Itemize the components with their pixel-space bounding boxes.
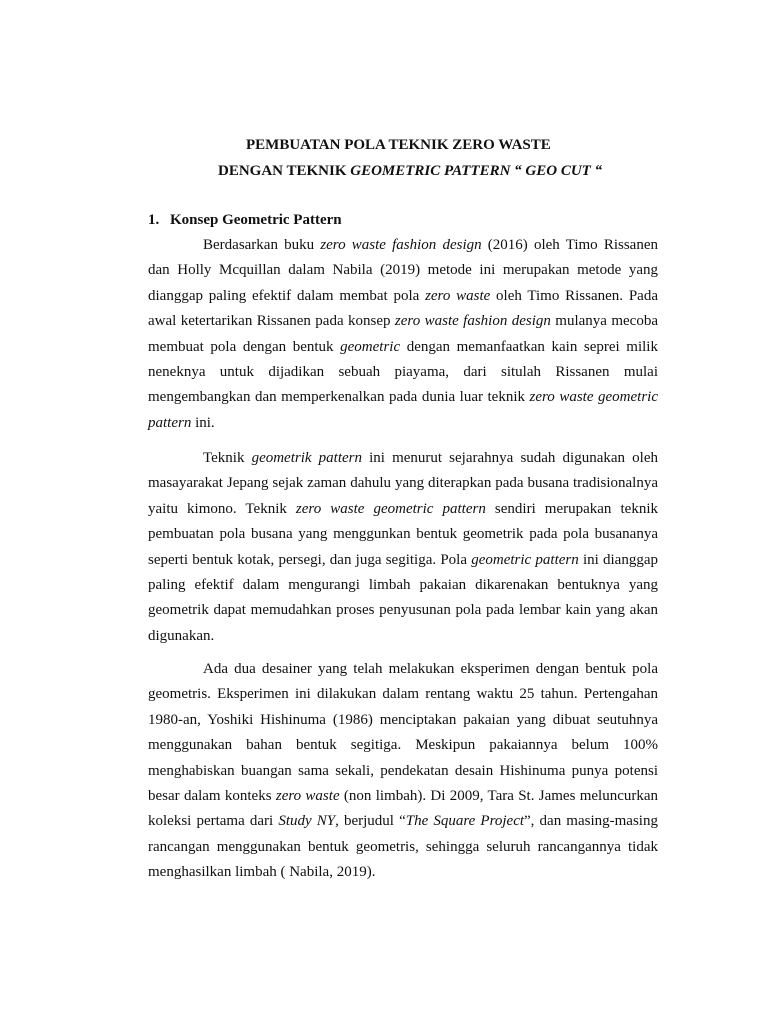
- para1-italic: zero waste geometric pattern: [148, 389, 658, 431]
- title-line-2-prefix: DENGAN TEKNIK: [218, 163, 351, 179]
- para3-text: ”, dan masing-masing rancangan menggunakan bentuk geometris, sehingga seluruh rancangannya tidak menghasilkan limbah ( Nabila, 2019).: [148, 813, 658, 881]
- para3-italic: zero waste: [275, 788, 340, 805]
- para2-italic: zero waste geometric pattern: [295, 500, 486, 517]
- title-line-2-italic: GEOMETRIC PATTERN “ GEO CUT “: [350, 163, 603, 179]
- paragraph-2: [148, 446, 658, 649]
- para1-text: (2016) oleh Timo Rissanen dan Holly Mcquillan dalam Nabila (2019) metode ini merupakan metode yang dianggap paling efektif dalam membat pola: [148, 237, 658, 304]
- para3-text: (non limbah). Di 2009, Tara St. James meluncurkan koleksi pertama dari: [148, 788, 658, 830]
- para2-italic: geometrik pattern: [251, 450, 362, 466]
- para1-text: mulanya mecoba membuat pola dengan bentuk: [148, 313, 658, 355]
- para1-italic: zero waste: [425, 287, 491, 304]
- para2-text: ini dianggap paling efektif dalam mengurangi limbah pakaian dikarenakan bentuknya yang geometrik dapat memudahkan proses penyusunan pola pada lembar kain yang akan digunakan.: [148, 551, 658, 644]
- para2-text: Teknik: [203, 450, 252, 466]
- section-number: 1.: [148, 212, 160, 228]
- para2-text: ini menurut sejarahnya sudah digunakan oleh masayarakat Jepang sejak zaman dahulu yang diterapkan pada busana tradisionalnya yaitu kimono. Teknik: [148, 450, 658, 517]
- para1-text: dengan memanfaatkan kain seprei milik neneknya untuk dijadikan sebuah piayama, dari situlah Rissanen mulai mengembangkan dan memperkenalkan pada dunia luar teknik: [148, 338, 658, 406]
- title-line-2: [218, 163, 602, 180]
- para1-text: oleh Timo Rissanen. Pada awal ketertarikan Rissanen pada konsep: [148, 287, 658, 330]
- para2-text: sendiri merupakan teknik pembuatan pola busana yang menggunkan bentuk geometrik pada pola busananya seperti bentuk kotak, persegi, dan juga segitiga. Pola: [148, 500, 658, 568]
- para3-text: , berjudul “: [335, 813, 406, 830]
- para3-text: Ada dua desainer yang telah melakukan eksperimen dengan bentuk pola geometris. Eksperimen ini dilakukan dalam rentang waktu 25 tahun. Pertengahan 1980-an, Yoshiki Hishinuma (1986) menciptakan pakaian yang dibuat seutuhnya menggunakan bahan bentuk segitiga. Meskipun pakaiannya belum 100% menghabiskan buangan sama sekali, pendekatan desain Hishinuma punya potensi besar dalam konteks: [148, 661, 658, 805]
- para1-text: Berdasarkan buku: [203, 237, 321, 253]
- section-heading-text: Konsep Geometric Pattern: [170, 212, 342, 228]
- para1-italic: zero waste fashion design: [320, 237, 482, 253]
- title-line-1: [246, 137, 551, 154]
- para1-italic: geometric: [340, 338, 401, 355]
- para3-italic: Study NY: [278, 813, 336, 830]
- para1-text: ini.: [191, 414, 215, 431]
- para3-italic: The Square Project: [405, 813, 525, 830]
- title-line-1-text: PEMBUATAN POLA TEKNIK ZERO WASTE: [246, 137, 551, 153]
- paragraph-1: [148, 233, 658, 436]
- para1-italic: zero waste fashion design: [394, 313, 551, 330]
- section-heading: [148, 212, 342, 229]
- para2-italic: geometric pattern: [471, 551, 579, 568]
- paragraph-3: [148, 657, 658, 886]
